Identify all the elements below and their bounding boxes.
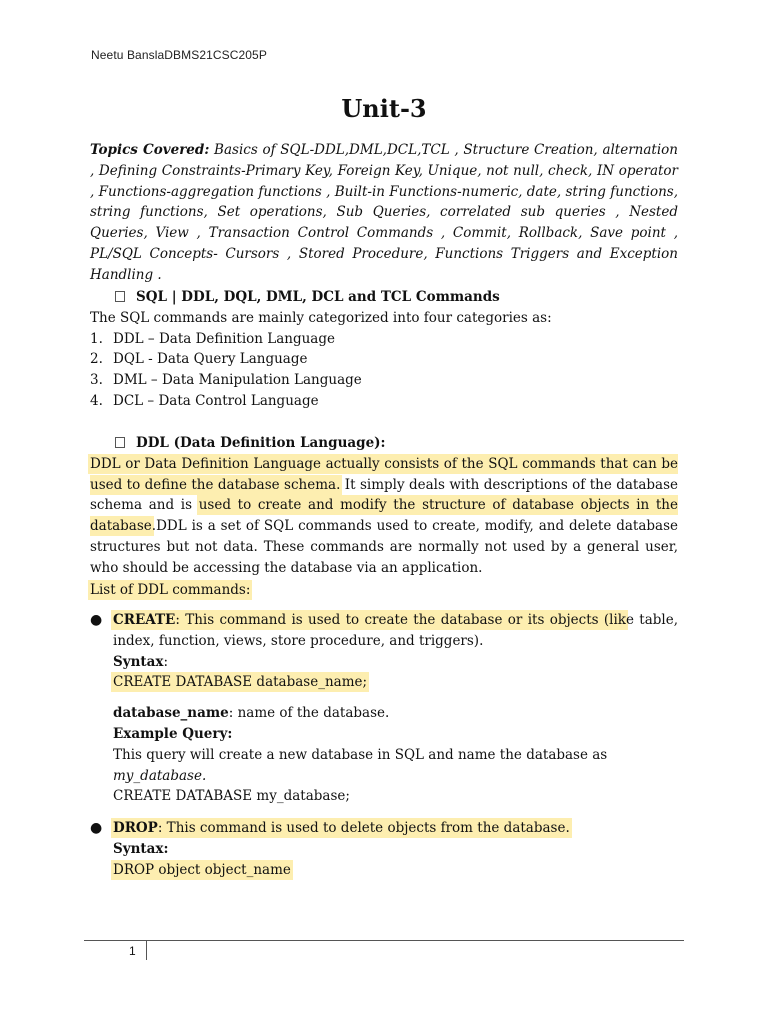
bullet-icon: ● bbox=[90, 820, 103, 836]
topics-text: Basics of SQL-DDL,DML,DCL,TCL , Structure Creation, alternation , Defining Constraints-Primary Key, Foreign Key, Unique, not null, check, IN operator , Functions-aggregation functions , Built-in Functions-numeric, date, string functions, string functions, Set operations, Sub Queries, correlated sub queries , Nested Queries, View , Transaction Control Commands , Commit, Rollback, Save point , PL/SQL Concepts- Cursors , Stored Procedure, Functions Triggers and Exception Handling . bbox=[90, 142, 678, 283]
sql-section bbox=[90, 287, 678, 412]
drop-command: ● DROP: This command is used to delete objects from the database. Syntax: DROP object object_name bbox=[90, 820, 570, 878]
square-bullet-icon bbox=[115, 291, 125, 302]
list-item: 2. DQL - Data Query Language bbox=[90, 351, 308, 368]
drop-name: DROP bbox=[113, 820, 158, 836]
example-query: CREATE DATABASE my_database; bbox=[113, 788, 350, 805]
page-number: 1 bbox=[129, 944, 136, 958]
ddl-paragraph: DDL or Data Definition Language actually consists of the SQL commands that can be used to define the database schema. It simply deals with descriptions of the database schema and is used to create and modify the structure of database objects in the database.DDL is a set of SQL commands used to create, modify, and delete database structures but not data. These commands are normally not used by a general user, who should be accessing the database via an application. bbox=[90, 455, 678, 576]
create-command: ● CREATE: This command is used to create the database or its objects (like table, index, function, views, store procedure, and triggers). Syntax: CREATE DATABASE database_name; database_name: name of the database. Example Query: This query will create a new database in SQL and name the database as my_database. CREATE DATABASE my_database; bbox=[90, 610, 678, 807]
square-bullet-icon bbox=[115, 437, 125, 448]
page-title: Unit-3 bbox=[341, 94, 427, 123]
list-item: 1. DDL – Data Definition Language bbox=[90, 330, 335, 347]
example-label: Example Query: bbox=[113, 725, 233, 742]
footer-divider bbox=[146, 940, 147, 960]
topics-label: Topics Covered: bbox=[90, 142, 210, 158]
list-item: 4. DCL – Data Control Language bbox=[90, 392, 319, 409]
syntax-label: Syntax bbox=[113, 653, 164, 670]
ddl-section-heading: DDL (Data Definition Language): bbox=[90, 433, 678, 454]
ddl-section bbox=[90, 433, 678, 600]
create-name: CREATE bbox=[113, 612, 176, 628]
highlight: used to create and modify the structure of database objects in the database bbox=[90, 497, 678, 535]
sql-section-heading: SQL | DDL, DQL, DML, DCL and TCL Commands bbox=[90, 287, 678, 308]
sql-intro: The SQL commands are mainly categorized into four categories as: bbox=[90, 309, 552, 326]
example-text: This query will create a new database in SQL and name the database as my_database. bbox=[113, 746, 608, 784]
topics-paragraph bbox=[90, 140, 678, 286]
category-list bbox=[90, 329, 678, 412]
create-syntax: CREATE DATABASE database_name; bbox=[113, 674, 368, 691]
syntax-label: Syntax: bbox=[113, 840, 169, 857]
bullet-icon: ● bbox=[90, 612, 103, 628]
footer-rule bbox=[84, 940, 684, 941]
page-header: Neetu BanslaDBMS21CSC205P bbox=[91, 48, 267, 62]
drop-syntax: DROP object object_name bbox=[113, 861, 291, 878]
ddl-list-label: List of DDL commands: bbox=[90, 581, 251, 598]
highlight: DDL or Data Definition Language actually consists of the SQL commands that can be used to define the database schema. bbox=[90, 455, 678, 493]
param-name: database_name bbox=[113, 705, 229, 722]
list-item: 3. DML – Data Manipulation Language bbox=[90, 372, 362, 389]
